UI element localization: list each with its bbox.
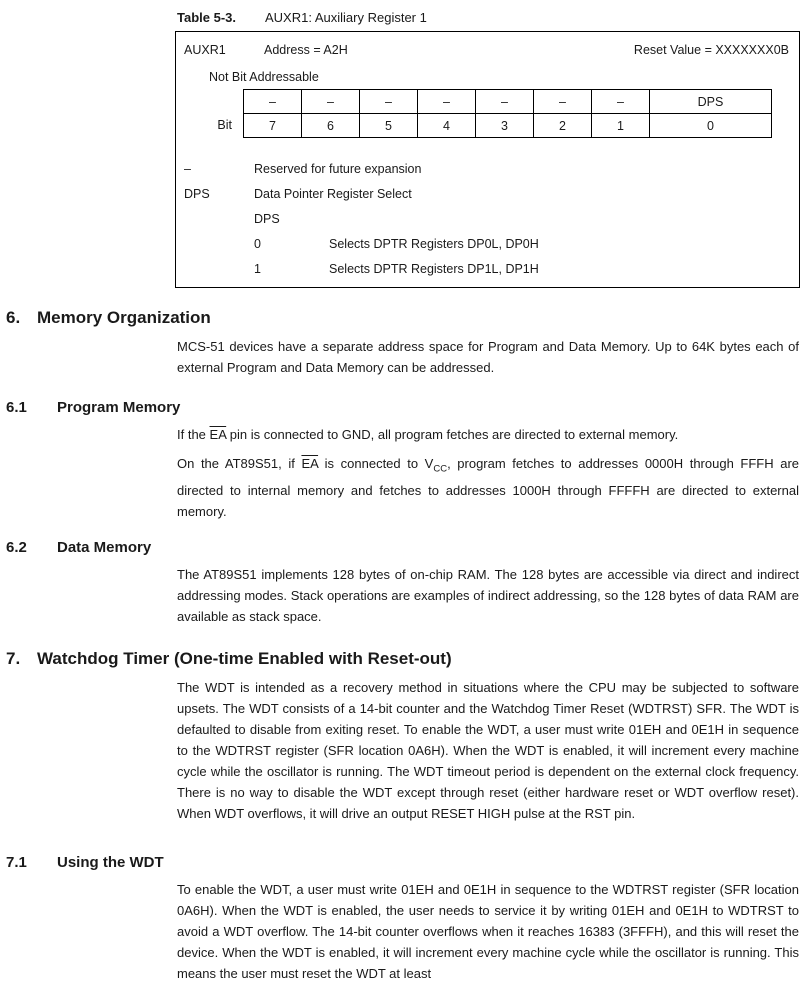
section-number: 6.1 bbox=[6, 399, 27, 416]
bit-number-cell: 7 bbox=[244, 114, 302, 138]
text-segment: If the bbox=[177, 427, 210, 442]
bit-name-cell: – bbox=[534, 90, 592, 114]
register-table-figure bbox=[175, 8, 800, 288]
legend-desc: Data Pointer Register Select bbox=[254, 186, 412, 201]
text-segment: is connected to V bbox=[318, 456, 434, 471]
dps-value: 0 bbox=[254, 236, 261, 251]
text-segment: The AT89S51 implements 128 bytes of on-chip RAM. The 128 bytes are accessible via direct and indirect addressing modes. Stack operations are examples of indirect addressing, so the 128 bytes of data RAM are available as stack space. bbox=[177, 566, 799, 624]
legend-row bbox=[184, 181, 799, 206]
text-segment: The WDT is intended as a recovery method in situations where the CPU may be subjected to software upsets. The WDT consists of a 14-bit counter and the Watchdog Timer Reset (WDTRST) SFR. The WDT is defaulted to disable from exiting reset. To enable the WDT, a user must write 01EH and 0E1H in sequence to the WDTRST register (SFR location 0A6H). When the WDT is enabled, it will increment every machine cycle while the oscillator is running. The WDT timeout period is dependent on the external clock frequency. There is no way to disable the WDT except through reset (either hardware reset or WDT overflow reset). When WDT overflows, it will drive an output RESET HIGH pulse at the RST pin. bbox=[177, 679, 799, 821]
section-heading-data-memory bbox=[0, 539, 806, 556]
bit-name-cell: DPS bbox=[650, 90, 772, 114]
section-number: 6.2 bbox=[6, 538, 27, 556]
text-segment: pin is connected to GND, all program fetches are directed to external memory. bbox=[226, 427, 679, 442]
legend-term: DPS bbox=[184, 186, 210, 201]
register-address: Address = A2H bbox=[264, 43, 348, 57]
bit-name-cell: – bbox=[418, 90, 476, 114]
text-segment: MCS-51 devices have a separate address space for Program and Data Memory. Up to 64K bytes each of external Program and Data Memory can be addressed. bbox=[177, 339, 799, 375]
register-box bbox=[175, 32, 800, 288]
paragraph bbox=[177, 453, 799, 522]
paragraph bbox=[177, 336, 799, 378]
bit-name-row bbox=[244, 90, 772, 114]
table-caption-title: AUXR1: Auxiliary Register 1 bbox=[265, 10, 427, 25]
addressable-note: Not Bit Addressable bbox=[209, 70, 319, 84]
dps-value: 1 bbox=[254, 261, 261, 276]
legend-term: – bbox=[184, 161, 191, 176]
dps-value-desc: Selects DPTR Registers DP1L, DP1H bbox=[329, 261, 539, 276]
dps-value-row bbox=[184, 231, 799, 256]
register-reset-value: Reset Value = XXXXXXX0B bbox=[633, 43, 789, 57]
datasheet-page bbox=[0, 8, 806, 981]
bit-label-column bbox=[176, 89, 243, 138]
dps-value-desc: Selects DPTR Registers DP0L, DP0H bbox=[329, 236, 539, 251]
section-heading-watchdog-timer bbox=[0, 649, 806, 669]
section-heading-using-the-wdt bbox=[0, 854, 806, 871]
bit-name-cell: – bbox=[592, 90, 650, 114]
section-title: Using the WDT bbox=[57, 853, 164, 871]
bit-name-cell: – bbox=[302, 90, 360, 114]
bit-name-cell: – bbox=[360, 90, 418, 114]
section-title: Memory Organization bbox=[37, 308, 211, 327]
table-caption bbox=[175, 8, 800, 32]
bit-number-cell: 6 bbox=[302, 114, 360, 138]
dps-value-row bbox=[184, 256, 799, 281]
bit-number-cell: 4 bbox=[418, 114, 476, 138]
bit-grid bbox=[243, 89, 772, 138]
bit-number-cell: 0 bbox=[650, 114, 772, 138]
text-segment: $\overline{EA}$ bbox=[209, 427, 227, 442]
paragraph bbox=[177, 424, 799, 445]
bit-number-cell: 1 bbox=[592, 114, 650, 138]
bit-number-row bbox=[244, 114, 772, 138]
legend-row bbox=[184, 156, 799, 181]
bit-number-cell: 3 bbox=[476, 114, 534, 138]
section-title: Program Memory bbox=[57, 399, 181, 416]
bit-number-cell: 5 bbox=[360, 114, 418, 138]
paragraph bbox=[177, 564, 799, 627]
paragraph bbox=[177, 677, 799, 824]
register-header-row bbox=[176, 40, 799, 58]
register-name: AUXR1 bbox=[184, 43, 226, 57]
paragraph bbox=[177, 879, 799, 984]
text-segment: $\overline{EA}$ bbox=[301, 456, 319, 471]
text-segment: CC bbox=[433, 463, 448, 475]
bit-grid-wrap bbox=[176, 89, 799, 138]
bit-number-cell: 2 bbox=[534, 114, 592, 138]
section-heading-program-memory bbox=[0, 399, 806, 416]
table-caption-label: Table 5-3. bbox=[177, 10, 237, 25]
legend-desc: Reserved for future expansion bbox=[254, 161, 422, 176]
section-title: Watchdog Timer (One-time Enabled with Reset-out) bbox=[37, 648, 452, 668]
text-segment: On the AT89S51, if bbox=[177, 456, 302, 471]
dps-header: DPS bbox=[254, 211, 280, 226]
dps-header-row bbox=[184, 206, 799, 231]
bit-name-cell: – bbox=[476, 90, 534, 114]
section-number: 7.1 bbox=[6, 853, 27, 871]
section-title: Data Memory bbox=[57, 538, 152, 556]
text-segment: , program fetches to addresses 0000H through FFFH are directed to internal memory and fetches to addresses 1000H through FFFFH are directed to external memory. bbox=[177, 456, 799, 519]
text-segment: To enable the WDT, a user must write 01EH and 0E1H in sequence to the WDTRST register (SFR location 0A6H). When the WDT is enabled, the user needs to service it by writing 01EH and 0E1H to WDTRST to avoid a WDT overflow. The 14-bit counter overflows when it reaches 16383 (3FFFH), and this will reset the device. When the WDT is enabled, it will increment every machine cycle while the oscillator is running. This means the user must reset the WDT at least bbox=[177, 881, 799, 981]
section-heading-memory-organization bbox=[0, 308, 806, 328]
bit-row-label: Bit bbox=[217, 118, 232, 132]
bit-name-cell: – bbox=[244, 90, 302, 114]
register-legend bbox=[176, 156, 799, 281]
bit-label-spacer bbox=[176, 89, 243, 113]
section-number: 6. bbox=[6, 308, 21, 327]
section-number: 7. bbox=[6, 648, 21, 668]
